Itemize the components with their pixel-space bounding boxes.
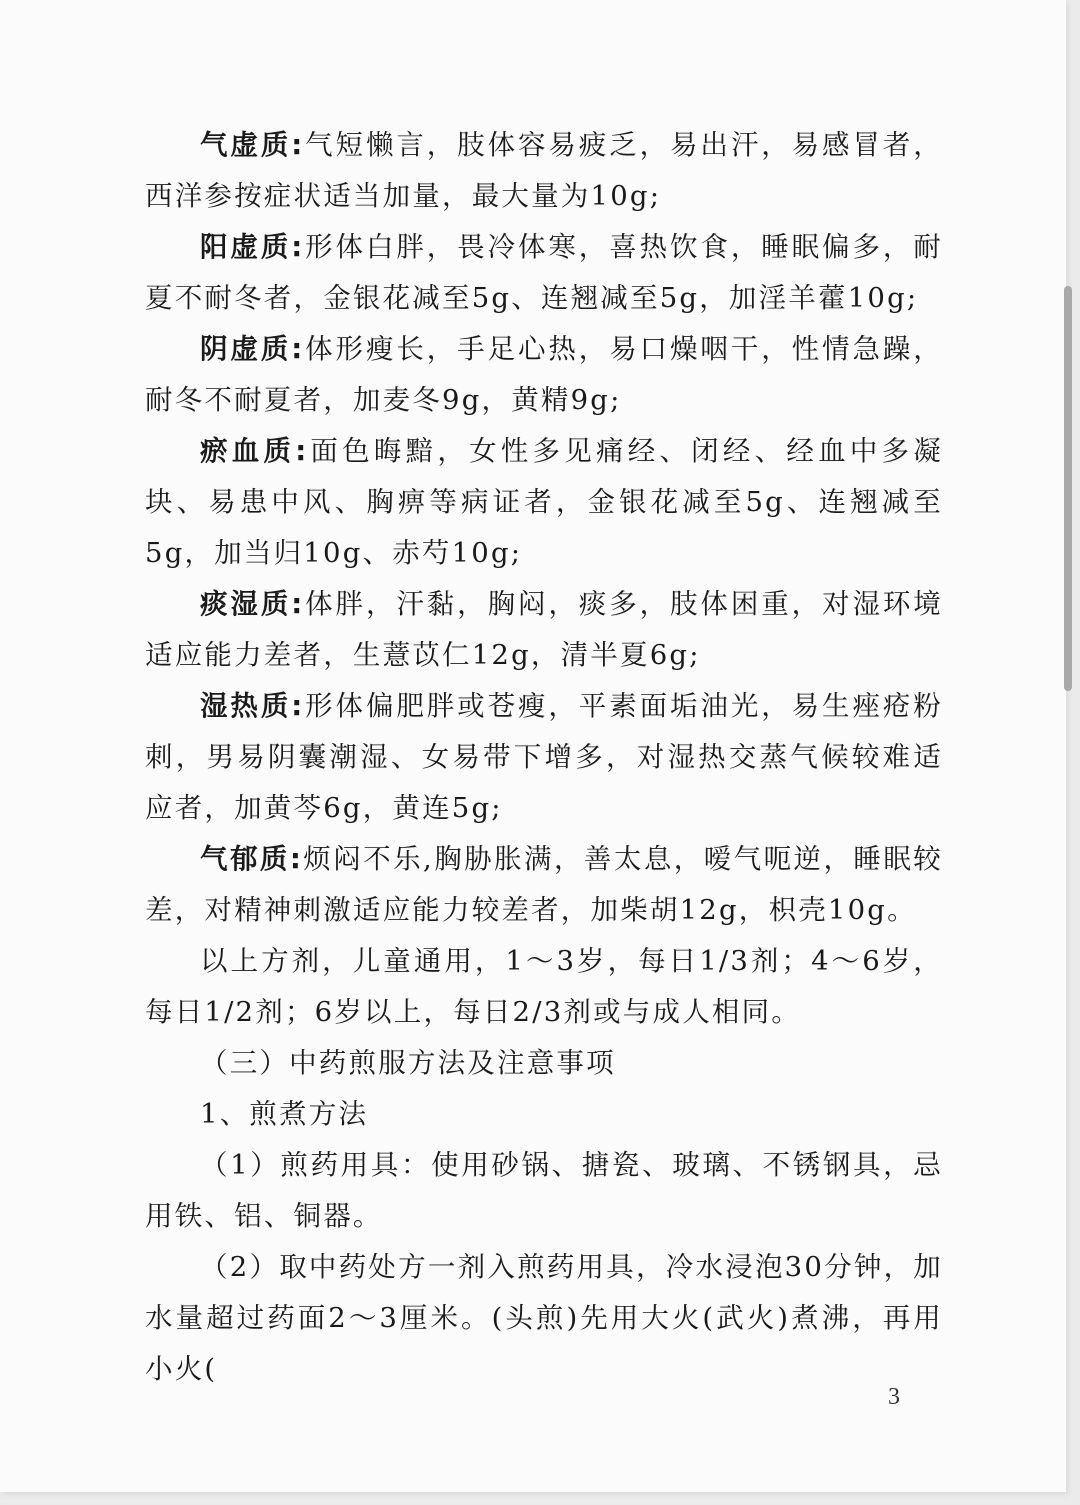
constitution-term: 阴虚质:: [200, 333, 305, 365]
constitution-description: 体形瘦长，手足心热，易口燥咽干，性情急躁，耐冬不耐夏者，加麦冬9g，黄精9g;: [145, 333, 943, 416]
page-number: 3: [888, 1384, 900, 1410]
decoction-step-2: （2）取中药处方一剂入煎药用具，冷水浸泡30分钟，加水量超过药面2～3厘米。(头煎)先用大火(武火)煮沸，再用小火(: [145, 1251, 943, 1385]
decoction-step-1: （1）煎药用具：使用砂锅、搪瓷、玻璃、不锈钢具，忌用铁、铝、铜器。: [145, 1149, 943, 1232]
constitution-description: 气短懒言，肢体容易疲乏，易出汗，易感冒者，西洋参按症状适当加量，最大量为10g;: [145, 129, 943, 212]
constitution-term: 湿热质:: [200, 690, 305, 722]
subsection-heading: 1、煎煮方法: [200, 1098, 369, 1130]
constitution-term: 气虚质:: [200, 129, 305, 161]
constitution-description: 形体白胖，畏冷体寒，喜热饮食，睡眠偏多，耐夏不耐冬者，金银花减至5g、连翘减至5g，加淫羊藿10g;: [145, 231, 943, 314]
constitution-description: 面色晦黯，女性多见痛经、闭经、经血中多凝块、易患中风、胸痹等病证者，金银花减至5g、连翘减至5g，加当归10g、赤芍10g;: [145, 435, 943, 569]
constitution-description: 形体偏肥胖或苍瘦，平素面垢油光，易生痤疮粉刺，男易阴囊潮湿、女易带下增多，对湿热交蒸气候较难适应者，加黄芩6g，黄连5g;: [145, 690, 943, 824]
constitution-paragraph: [145, 222, 943, 324]
constitution-description: 体胖，汗黏，胸闷，痰多，肢体困重，对湿环境适应能力差者，生薏苡仁12g，清半夏6g;: [145, 588, 943, 671]
dosage-note: 以上方剂，儿童通用，1～3岁，每日1/3剂；4～6岁，每日1/2剂；6岁以上，每日2/3剂或与成人相同。: [145, 945, 943, 1028]
constitution-paragraph: [145, 579, 943, 681]
constitution-term: 阳虚质:: [200, 231, 305, 263]
document-body: [145, 120, 943, 1395]
scrollbar-thumb[interactable]: [1064, 286, 1072, 691]
constitution-description: 烦闷不乐,胸胁胀满，善太息，嗳气呃逆，睡眠较差，对精神刺激适应能力较差者，加柴胡12g，枳壳10g。: [145, 843, 943, 926]
constitution-paragraph: [145, 120, 943, 222]
section-heading: （三）中药煎服方法及注意事项: [200, 1047, 616, 1079]
constitution-paragraph: [145, 426, 943, 579]
constitution-term: 气郁质:: [200, 843, 304, 875]
constitution-paragraph: [145, 324, 943, 426]
constitution-paragraph: [145, 834, 943, 936]
constitution-paragraph: [145, 681, 943, 834]
constitution-term: 痰湿质:: [200, 588, 305, 620]
constitution-term: 瘀血质:: [200, 435, 309, 467]
